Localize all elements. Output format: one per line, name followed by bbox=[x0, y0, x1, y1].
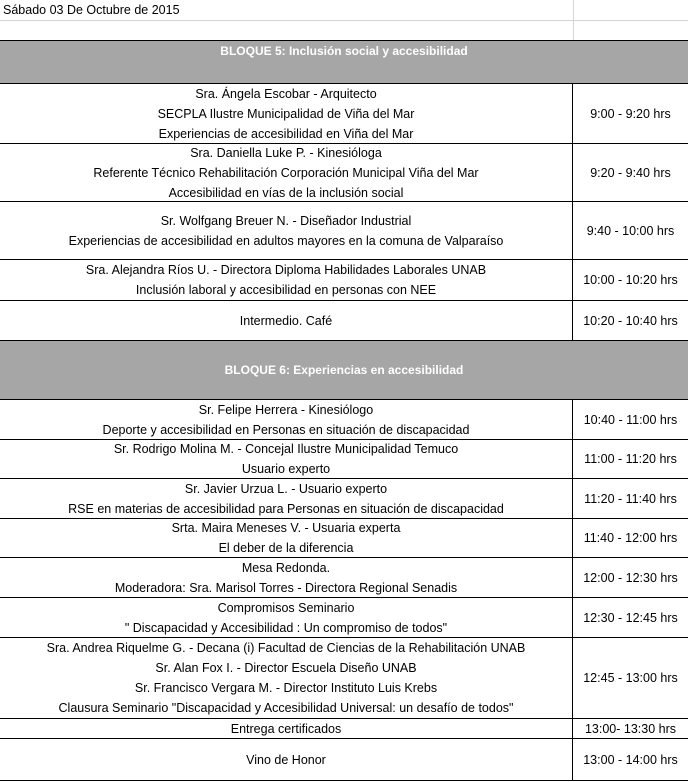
session-line: Sr. Felipe Herrera - Kinesiólogo bbox=[198, 402, 374, 417]
session-line: Sra. Alejandra Ríos U. - Directora Diploma Habilidades Laborales UNAB bbox=[85, 263, 487, 277]
block5-spacer bbox=[0, 61, 688, 83]
block6-title: BLOQUE 6: Experiencias en accesibilidad bbox=[224, 363, 464, 377]
session-line: El deber de la diferencia bbox=[218, 541, 354, 555]
block6-header bbox=[0, 341, 688, 399]
session-description bbox=[0, 719, 573, 738]
session-line: Sr. Rodrigo Molina M. - Concejal Ilustre Municipalidad Temuco bbox=[113, 442, 459, 456]
session-line: Intermedio. Café bbox=[239, 313, 333, 328]
session-description bbox=[0, 202, 573, 259]
schedule-row bbox=[0, 440, 688, 479]
session-time: 13:00 - 14:00 hrs bbox=[583, 752, 678, 767]
session-line: Sr. Wolfgang Breuer N. - Diseñador Industrial bbox=[160, 213, 412, 228]
schedule-row bbox=[0, 739, 688, 781]
session-line: Experiencias de accesibilidad en Viña del Mar bbox=[158, 126, 414, 141]
session-line: Clausura Seminario "Discapacidad y Accesibilidad Universal: un desafío de todos" bbox=[58, 701, 514, 715]
block5-title: BLOQUE 5: Inclusión social y accesibilidad bbox=[220, 44, 468, 58]
session-description bbox=[0, 301, 573, 340]
schedule-row bbox=[0, 144, 688, 202]
session-time: 9:40 - 10:00 hrs bbox=[586, 223, 675, 238]
session-description bbox=[0, 144, 573, 201]
session-time: 12:00 - 12:30 hrs bbox=[583, 570, 678, 585]
session-line: Vino de Honor bbox=[246, 752, 326, 767]
session-description bbox=[0, 440, 573, 478]
session-description bbox=[0, 260, 573, 300]
session-line: Deporte y accesibilidad en Personas en situación de discapacidad bbox=[102, 422, 470, 437]
session-description bbox=[0, 84, 573, 143]
session-line: RSE en materias de accesibilidad para Personas en situación de discapacidad bbox=[68, 501, 504, 516]
session-line: " Discapacidad y Accesibilidad : Un compromiso de todos" bbox=[124, 620, 448, 635]
session-line: Sr. Javier Urzua L. - Usuario experto bbox=[184, 481, 388, 496]
session-time: 10:20 - 10:40 hrs bbox=[583, 313, 678, 328]
session-line: Sra. Andrea Riquelme G. - Decana (i) Facultad de Ciencias de la Rehabilitación UNAB bbox=[46, 641, 526, 655]
schedule-row bbox=[0, 301, 688, 341]
session-line: Experiencias de accesibilidad en adultos mayores en la comuna de Valparaíso bbox=[68, 233, 504, 248]
session-description bbox=[0, 519, 573, 557]
schedule-row bbox=[0, 400, 688, 440]
schedule-row bbox=[0, 479, 688, 519]
grid-line bbox=[0, 20, 688, 21]
session-line: SECPLA Ilustre Municipalidad de Viña del Mar bbox=[157, 106, 415, 121]
session-description bbox=[0, 638, 573, 718]
session-time: 9:00 - 9:20 hrs bbox=[590, 106, 671, 121]
session-line: Compromisos Seminario bbox=[217, 600, 355, 615]
session-description bbox=[0, 558, 573, 597]
session-line: Sr. Francisco Vergara M. - Director Instituto Luis Krebs bbox=[134, 681, 438, 695]
session-description bbox=[0, 598, 573, 637]
schedule-row bbox=[0, 202, 688, 260]
date-header: Sábado 03 De Octubre de 2015 bbox=[3, 3, 180, 17]
session-description bbox=[0, 479, 573, 518]
schedule-row bbox=[0, 598, 688, 638]
session-line: Referente Técnico Rehabilitación Corporación Municipal Viña del Mar bbox=[93, 165, 479, 180]
session-line: Moderadora: Sra. Marisol Torres - Directora Regional Senadis bbox=[114, 580, 458, 595]
session-time: 13:00- 13:30 hrs bbox=[584, 721, 677, 736]
session-line: Entrega certificados bbox=[230, 721, 342, 736]
session-time: 12:45 - 13:00 hrs bbox=[583, 671, 678, 685]
session-description bbox=[0, 739, 573, 780]
session-line: Srta. Maira Meneses V. - Usuaria experta bbox=[171, 521, 401, 535]
session-time: 10:00 - 10:20 hrs bbox=[583, 273, 678, 287]
session-line: Sra. Daniella Luke P. - Kinesióloga bbox=[190, 145, 382, 160]
session-line: Usuario experto bbox=[241, 462, 331, 476]
schedule-row bbox=[0, 260, 688, 301]
block5-header bbox=[0, 41, 688, 61]
session-line: Mesa Redonda. bbox=[241, 560, 331, 575]
session-time: 10:40 - 11:00 hrs bbox=[583, 412, 678, 427]
session-time: 12:30 - 12:45 hrs bbox=[583, 610, 678, 625]
session-line: Sra. Ángela Escobar - Arquitecto bbox=[195, 86, 377, 101]
schedule-row bbox=[0, 558, 688, 598]
schedule-row bbox=[0, 719, 688, 739]
session-description bbox=[0, 400, 573, 439]
session-time: 11:40 - 12:00 hrs bbox=[583, 531, 678, 545]
session-time: 9:20 - 9:40 hrs bbox=[590, 165, 671, 180]
session-line: Sr. Alan Fox I. - Director Escuela Diseño UNAB bbox=[155, 661, 417, 675]
schedule-row bbox=[0, 638, 688, 719]
session-line: Inclusión laboral y accesibilidad en personas con NEE bbox=[135, 283, 437, 297]
session-time: 11:20 - 11:40 hrs bbox=[584, 491, 677, 506]
session-line: Accesibilidad en vías de la inclusión social bbox=[168, 185, 404, 200]
schedule-row bbox=[0, 519, 688, 558]
schedule-row bbox=[0, 84, 688, 144]
session-time: 11:00 - 11:20 hrs bbox=[584, 452, 677, 466]
